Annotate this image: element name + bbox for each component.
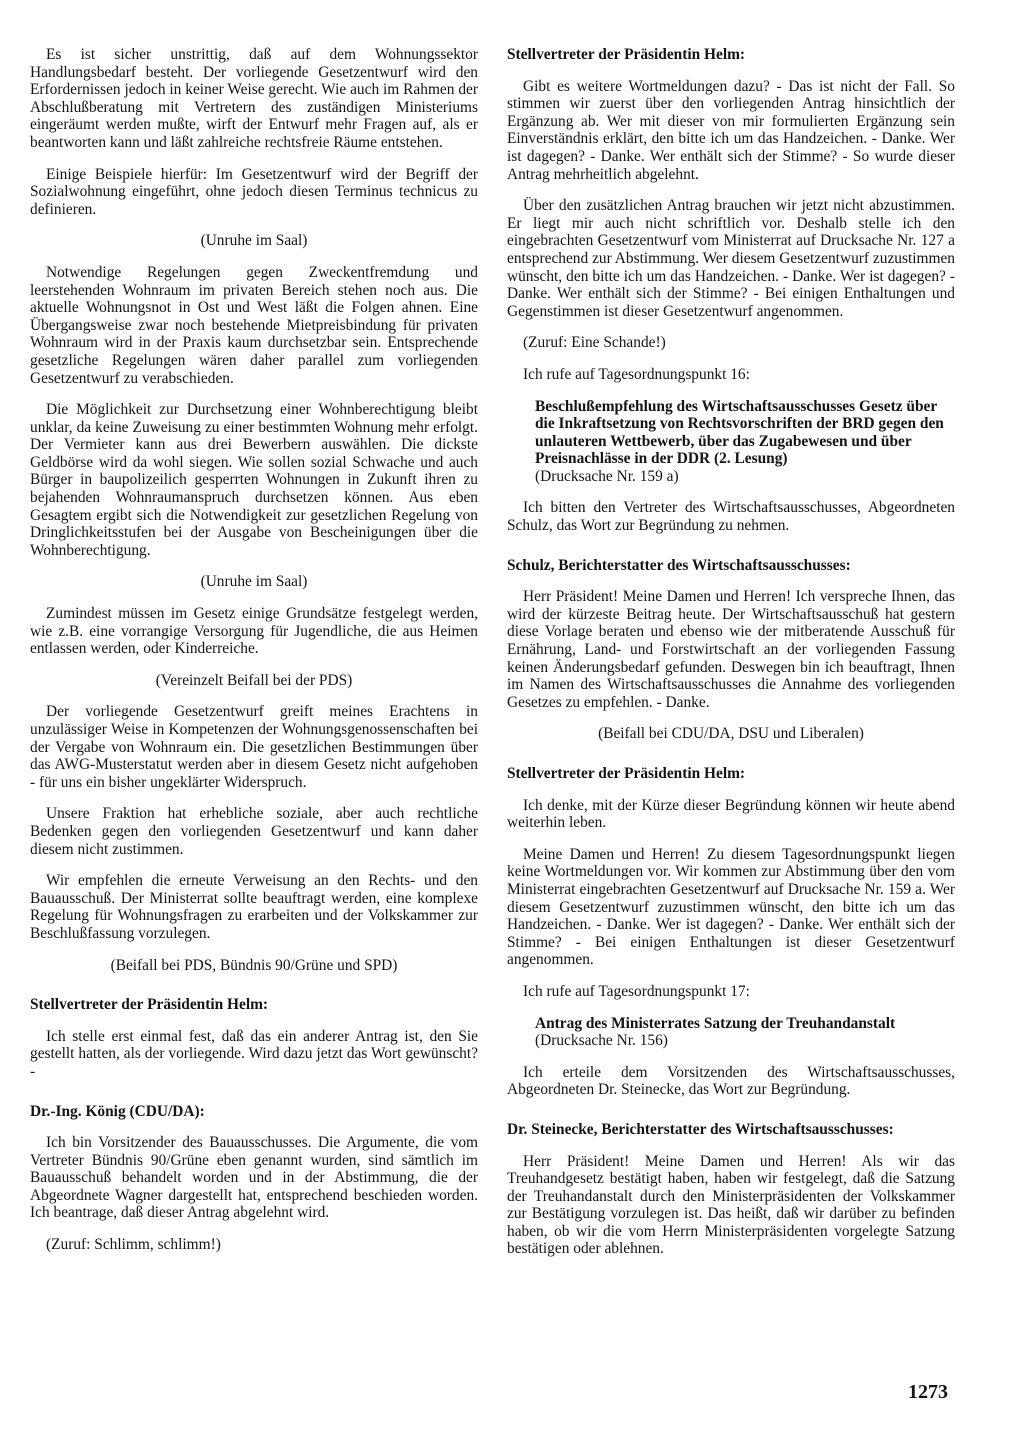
paragraph: Die Möglichkeit zur Durchsetzung einer Wohnberechtigung bleibt unklar, da keine Zuweisung zu einer bestimmten Wohnung mehr erfolgt. Der Vermieter kann aus drei Bewerbern auswählen. Die dickste Geldbörse wird da wohl siegen. Wie sollen sozial Schwache und auch Bürger in baupolizeilich gesperrten Wohnungen in Zukunft ihren zu bejahenden Wohnraumanspruch durchsetzen können. Aus eben Gesagtem ergibt sich die Notwendigkeit zur gesetzlichen Regelung von Dringlichkeitsstufen bei der Ausgabe von Bescheinigungen über die Wohnberechtigung.	[30, 401, 478, 559]
speaker-heading: Stellvertreter der Präsidentin Helm:	[507, 765, 746, 782]
paragraph: (Zuruf: Schlimm, schlimm!)	[46, 1236, 221, 1254]
interjection: (Beifall bei PDS, Bündnis 90/Grüne und SPD)	[110, 956, 398, 974]
speaker-heading: Stellvertreter der Präsidentin Helm:	[30, 996, 269, 1014]
paragraph: Gibt es weitere Wortmeldungen dazu? - Das ist nicht der Fall. So stimmen wir zuerst über den vorliegenden Antrag hinsichtlich der Ergänzung ab. Wer mit dieser von mir formulierten Ergänzung sein Einverständnis erklärt, den bitte ich um das Handzeichen. - Danke. Wer ist dagegen? - Danke. Wer enthält sich der Stimme? - So wurde dieser Antrag mehrheitlich abgelehnt.	[507, 77, 955, 183]
speaker-heading: Dr. Steinecke, Berichterstatter des Wirtschaftsausschusses:	[507, 1120, 894, 1138]
interjection: (Unruhe im Saal)	[200, 232, 308, 250]
paragraph: Unsere Fraktion hat erhebliche soziale, aber auch rechtliche Bedenken gegen den vorliegenden Gesetzentwurf und kann daher diesem nicht zustimmen.	[30, 805, 478, 858]
paragraph: Herr Präsident! Meine Damen und Herren! Als wir das Treuhandgesetz bestätigt haben, haben wir festgelegt, daß die Satzung der Treuhandanstalt durch den Ministerpräsidenten der Volkskammer zur Bestätigung vorzulegen ist. Das heißt, daß wir darüber zu befinden haben, ob wir die vom Herrn Ministerpräsidenten vorgelegte Satzung bestätigen oder ablehnen.	[507, 1152, 955, 1258]
paragraph: Herr Präsident! Meine Damen und Herren! Ich verspreche Ihnen, das wird der kürzeste Beitrag heute. Der Wirtschaftsausschuß hat gestern diese Vorlage beraten und ebenso wie der mitberatende Ausschuß für Ernährung, Land- und Forstwirtschaft an der vorliegenden Fassung keinen Änderungsbedarf gefunden. Deswegen bin ich beauftragt, Ihnen im Namen des Wirtschaftsausschusses die Annahme des vorliegenden Gesetzes zu empfehlen. - Danke.	[507, 588, 955, 711]
paragraph: Ich stelle erst einmal fest, daß das ein anderer Antrag ist, den Sie gestellt hatten, als der vorliegende. Wird dazu jetzt das Wort gewünscht? -	[30, 1027, 478, 1080]
agenda-item-ref: (Drucksache Nr. 159 a)	[535, 467, 679, 485]
paragraph: Es ist sicher unstrittig, daß auf dem Wohnungssektor Handlungsbedarf besteht. Der vorliegende Gesetzentwurf wird den Erfordernissen jedoch in keiner Weise gerecht. Wie auch im Rahmen der Abschlußberatung mit Vertretern des zuständigen Ministeriums eingeräumt werden mußte, wirft der Entwurf mehr Fragen auf, als er beantworten kann und läßt zahlreiche rechtsfreie Räume entstehen.	[30, 46, 478, 151]
paragraph: Ich rufe auf Tagesordnungspunkt 17:	[523, 982, 750, 1000]
interjection: (Unruhe im Saal)	[200, 573, 308, 591]
paragraph: Ich bin Vorsitzender des Bauausschusses. Die Argumente, die vom Vertreter Bündnis 90/Grüne eben genannt wurden, sind sämtlich im Bauausschuß behandelt worden und in der Abstimmung, die der Abgeordnete Wagner dargestellt hat, entsprechend beschieden worden. Ich beantrage, daß dieser Antrag abgelehnt wird.	[30, 1134, 478, 1222]
paragraph: Der vorliegende Gesetzentwurf greift meines Erachtens in unzulässiger Weise in Kompetenzen der Wohnungsgenossenschaften bei der Vergabe von Wohnraum ein. Die gesetzlichen Bestimmungen über das AWG-Musterstatut werden aber in diesem Gesetz nicht aufgehoben - für uns ein bisher ungeklärter Widerspruch.	[30, 703, 478, 791]
paragraph: Meine Damen und Herren! Zu diesem Tagesordnungspunkt liegen keine Wortmeldungen vor. Wir kommen zur Abstimmung über den vom Ministerrat eingebrachten Gesetzentwurf auf Drucksache Nr. 159 a. Wer diesem Gesetzentwurf zuzustimmen wünscht, den bitte ich um das Handzeichen. - Danke. Wer ist dagegen? - Danke. Wer enthält sich der Stimme? - Bei einigen Enthaltungen ist dieser Gesetzentwurf angenommen.	[507, 845, 955, 969]
paragraph: Ich erteile dem Vorsitzenden des Wirtschaftsausschusses, Abgeordneten Dr. Steinecke, das Wort zur Begründung.	[507, 1063, 955, 1099]
paragraph: Zumindest müssen im Gesetz einige Grundsätze festgelegt werden, wie z.B. eine vorrangige Versorgung für Jugendliche, die aus Heimen entlassen werden, oder Kinderreiche.	[30, 605, 478, 658]
paragraph: Ich bitten den Vertreter des Wirtschaftsausschusses, Abgeordneten Schulz, das Wort zur Begründung zu nehmen.	[507, 499, 955, 535]
paragraph: Ich denke, mit der Kürze dieser Begründung können wir heute abend weiterhin leben.	[507, 796, 955, 832]
interjection: (Beifall bei CDU/DA, DSU und Liberalen)	[598, 725, 864, 743]
speaker-heading: Schulz, Berichterstatter des Wirtschaftsausschusses:	[507, 556, 851, 574]
page-number: 1273	[908, 1381, 948, 1403]
paragraph: Ich rufe auf Tagesordnungspunkt 16:	[523, 365, 750, 383]
agenda-item	[535, 1015, 955, 1050]
paragraph: Notwendige Regelungen gegen Zweckentfremdung und leerstehenden Wohnraum im privaten Bereich stehen noch aus. Die aktuelle Wohnungsnot in Ost und West läßt die Folgen ahnen. Eine Übergangsweise zwar noch bestehende Mietpreisbindung für privaten Wohnraum wird in der Praxis kaum durchsetzbar sein. Entsprechende gesetzliche Regelungen wären daher parallel zum vorliegenden Gesetzentwurf zu verabschieden.	[30, 263, 478, 387]
paragraph: Einige Beispiele hierfür: Im Gesetzentwurf wird der Begriff der Sozialwohnung eingeführt, ohne jedoch diesen Terminus technicus zu definieren.	[30, 165, 478, 218]
left-column	[30, 46, 478, 1268]
paragraph: Über den zusätzlichen Antrag brauchen wir jetzt nicht abzustimmen. Er liegt mir auch nicht schriftlich vor. Deshalb stelle ich den eingebrachten Gesetzentwurf vom Ministerrat auf Drucksache Nr. 127 a entsprechend zur Abstimmung. Wer diesem Gesetzentwurf zuzustimmen wünscht, den bitte ich um das Handzeichen. - Danke. Wer ist dagegen? - Danke. Wer enthält sich der Stimme? - Bei einigen Enthaltungen und Gegenstimmen ist dieser Gesetzentwurf angenommen.	[507, 197, 955, 320]
paragraph: (Zuruf: Eine Schande!)	[523, 334, 666, 352]
speaker-heading: Stellvertreter der Präsidentin Helm:	[507, 46, 746, 63]
paragraph: Wir empfehlen die erneute Verweisung an den Rechts- und den Bauausschuß. Der Ministerrat sollte beauftragt werden, eine komplexe Regelung für Wohnungsfragen zu erarbeiten und der Volkskammer zur Beschlußfassung vorzulegen.	[30, 872, 478, 942]
speaker-heading: Dr.-Ing. König (CDU/DA):	[30, 1102, 205, 1120]
agenda-item-title: Antrag des Ministerrates Satzung der Treuhandanstalt	[535, 1014, 896, 1032]
agenda-item-ref: (Drucksache Nr. 156)	[535, 1032, 668, 1050]
right-column	[507, 46, 955, 1272]
agenda-item	[535, 398, 955, 486]
agenda-item-title: Beschlußempfehlung des Wirtschaftsausschusses Gesetz über die Inkraftsetzung von Rechtsvorschriften der BRD gegen den unlauteren Wettbewerb, über das Zugabewesen und über Preisnachlässe in der DDR (2. Lesung)	[535, 397, 944, 468]
interjection: (Vereinzelt Beifall bei der PDS)	[155, 671, 353, 689]
